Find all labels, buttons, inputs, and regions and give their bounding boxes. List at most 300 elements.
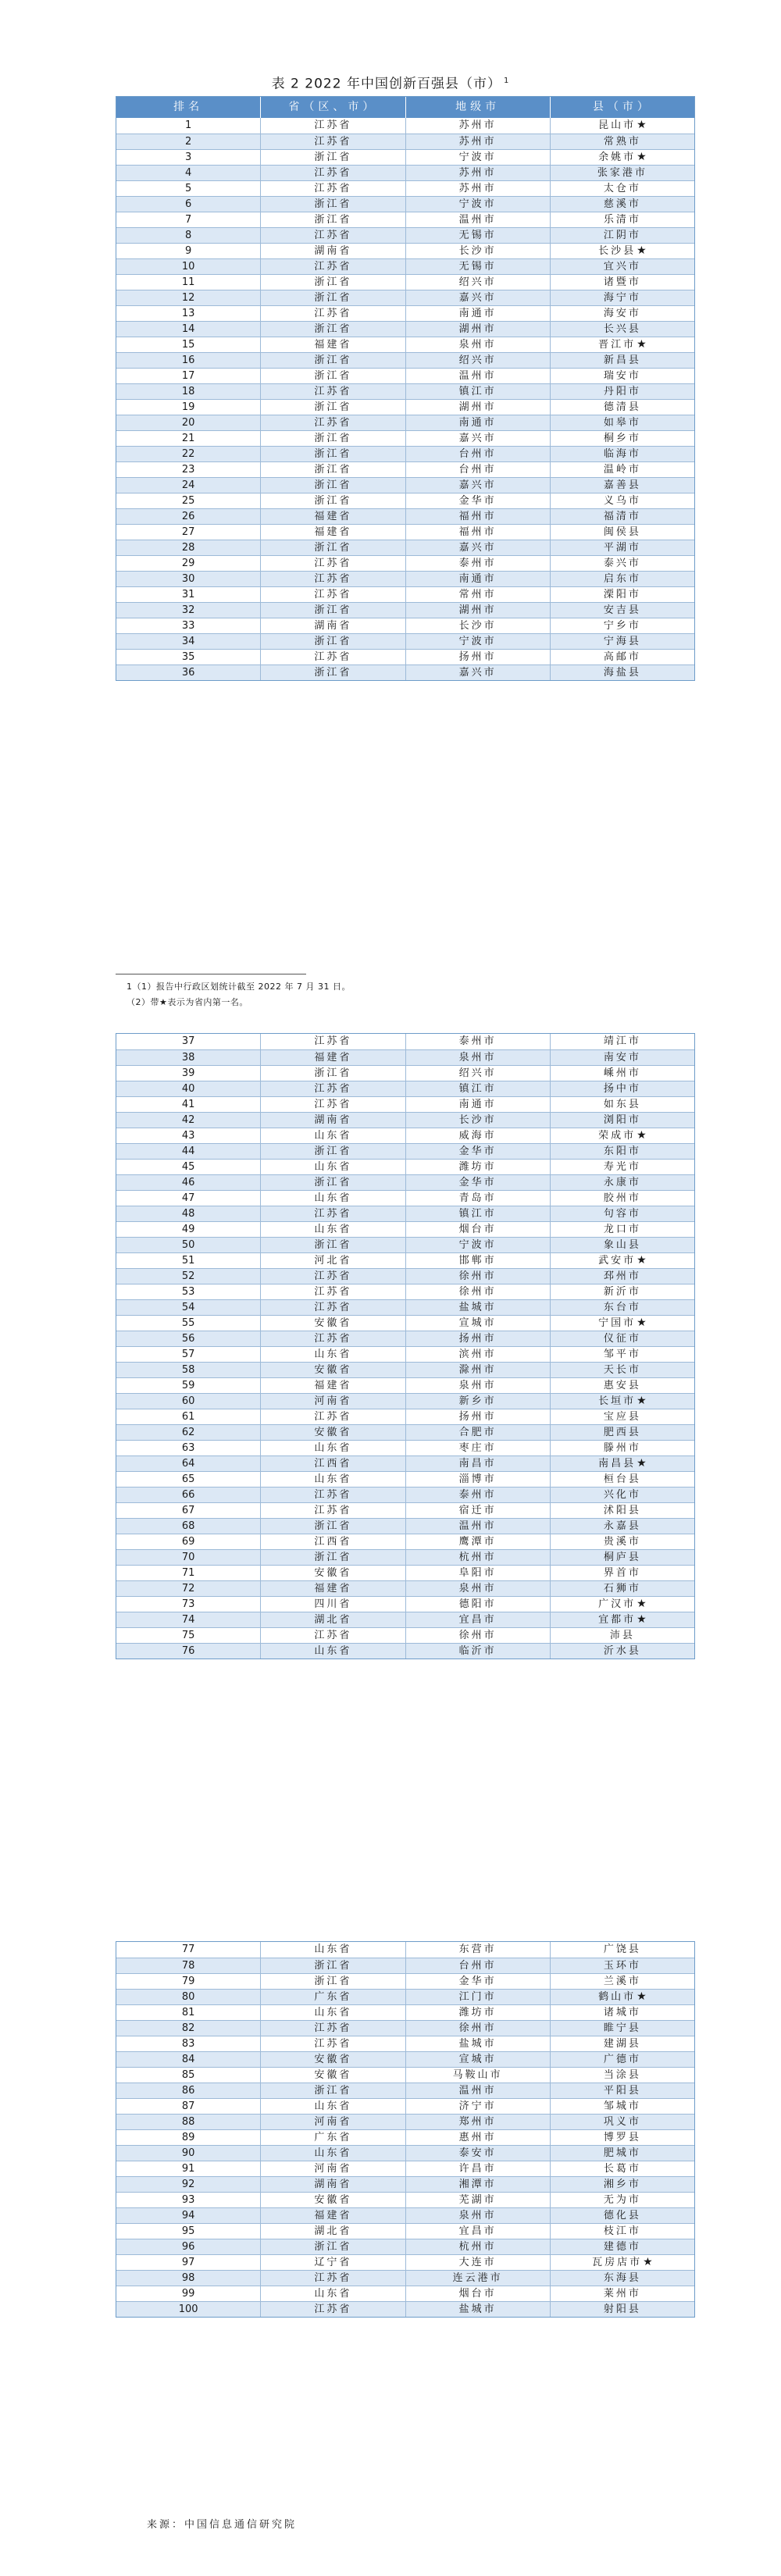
table-row — [116, 586, 694, 602]
city-cell — [405, 1160, 550, 1174]
table-row — [116, 2301, 694, 2317]
city-cell — [405, 2052, 550, 2067]
county-cell-text: 泰兴市 — [603, 558, 641, 569]
province-cell-text: 福建省 — [314, 2210, 352, 2221]
table-row — [116, 1440, 694, 1455]
city-cell — [405, 1974, 550, 1989]
table-row — [116, 555, 694, 571]
rank-cell-text: 80 — [181, 1991, 195, 2003]
province-cell-text: 安徽省 — [314, 2194, 352, 2206]
table-row — [116, 1065, 694, 1081]
rank-cell — [116, 1942, 260, 1958]
county-cell-text: 温岭市 — [603, 464, 641, 476]
city-cell-text: 绍兴市 — [458, 276, 497, 288]
province-cell — [260, 2271, 405, 2286]
county-cell-text: 长兴县 — [603, 323, 641, 335]
city-cell — [405, 1316, 550, 1331]
county-cell — [550, 2177, 694, 2192]
province-cell-text: 湖南省 — [314, 245, 352, 257]
county-cell-text: 桓台县 — [603, 1473, 641, 1485]
county-cell-text: 象山县 — [603, 1239, 641, 1251]
city-cell — [405, 322, 550, 337]
province-cell-text: 江苏省 — [314, 230, 352, 241]
county-cell-text: 昆山市 — [598, 119, 637, 131]
province-cell — [260, 447, 405, 461]
province-cell — [260, 353, 405, 368]
county-cell — [550, 1581, 694, 1596]
rank-cell — [116, 1456, 260, 1471]
rank-cell-text: 69 — [181, 1536, 195, 1548]
rank-cell-text: 20 — [181, 417, 195, 429]
table-row — [116, 1081, 694, 1096]
table-row — [116, 2036, 694, 2051]
table-row — [116, 2145, 694, 2161]
city-cell-text: 宁波市 — [458, 1239, 497, 1251]
rank-cell-text: 5 — [184, 183, 192, 194]
city-cell-text: 绍兴市 — [458, 355, 497, 366]
rank-cell-text: 56 — [181, 1333, 195, 1345]
province-cell-text: 湖南省 — [314, 620, 352, 632]
rank-cell — [116, 1206, 260, 1221]
county-cell — [550, 337, 694, 352]
table-row — [116, 461, 694, 477]
province-cell-text: 山东省 — [314, 1473, 352, 1485]
county-cell — [550, 1081, 694, 1096]
county-cell-text: 荣成市 — [598, 1130, 637, 1142]
city-cell-text: 扬州市 — [458, 1411, 497, 1423]
city-cell-text: 邯郸市 — [458, 1255, 497, 1267]
table-row — [116, 1487, 694, 1502]
county-cell — [550, 1644, 694, 1659]
county-cell-text: 长垣市 — [598, 1395, 637, 1407]
rank-cell — [116, 634, 260, 649]
rank-cell-text: 95 — [181, 2225, 195, 2237]
province-cell-text: 江苏省 — [314, 261, 352, 273]
county-cell-text: 平湖市 — [603, 542, 641, 554]
rank-cell — [116, 462, 260, 477]
province-cell-text: 福建省 — [314, 526, 352, 538]
rank-cell-text: 82 — [181, 2022, 195, 2034]
rank-cell — [116, 2036, 260, 2051]
table-row — [116, 1627, 694, 1643]
county-cell — [550, 2115, 694, 2129]
city-cell — [405, 181, 550, 196]
rank-cell-text: 94 — [181, 2210, 195, 2221]
rank-cell-text: 25 — [181, 495, 195, 507]
table-row — [116, 1284, 694, 1299]
county-cell — [550, 1269, 694, 1284]
county-cell-text: 太仓市 — [603, 183, 641, 194]
county-cell — [550, 1519, 694, 1534]
table-row — [116, 1565, 694, 1580]
rank-cell-text: 9 — [184, 245, 192, 257]
rank-cell — [116, 2099, 260, 2114]
rank-cell-text: 99 — [181, 2288, 195, 2300]
city-cell-text: 江门市 — [458, 1991, 497, 2003]
province-cell — [260, 2005, 405, 2020]
rank-cell-text: 30 — [181, 573, 195, 585]
province-cell-text: 福建省 — [314, 1052, 352, 1064]
rank-cell-text: 11 — [181, 276, 195, 288]
province-cell — [260, 2255, 405, 2270]
county-cell — [550, 1990, 694, 2004]
rank-cell — [116, 1160, 260, 1174]
rank-cell-text: 75 — [181, 1630, 195, 1641]
rank-cell — [116, 1128, 260, 1143]
table-row — [116, 2098, 694, 2114]
city-cell — [405, 2161, 550, 2176]
rank-cell — [116, 1488, 260, 1502]
city-cell-text: 嘉兴市 — [458, 433, 497, 444]
county-cell — [550, 587, 694, 602]
rank-cell-text: 73 — [181, 1598, 195, 1610]
county-cell-text: 海安市 — [603, 308, 641, 319]
table-row — [116, 2161, 694, 2176]
province-cell — [260, 603, 405, 618]
county-cell-text: 瓦房店市 — [592, 2257, 643, 2268]
province-cell-text: 山东省 — [314, 2288, 352, 2300]
county-cell — [550, 1378, 694, 1393]
city-cell — [405, 1488, 550, 1502]
city-cell — [405, 275, 550, 290]
rank-cell — [116, 337, 260, 352]
table-row — [116, 1643, 694, 1659]
province-cell — [260, 2224, 405, 2239]
county-cell-text: 龙口市 — [603, 1224, 641, 1235]
county-cell-text: 余姚市 — [598, 151, 637, 163]
table-row — [116, 134, 694, 149]
county-cell-text: 射阳县 — [603, 2303, 641, 2315]
table-row — [116, 1958, 694, 1973]
county-cell-text: 博罗县 — [603, 2132, 641, 2143]
county-cell — [550, 415, 694, 430]
city-cell-text: 盐城市 — [458, 2038, 497, 2050]
rank-cell — [116, 197, 260, 212]
rank-cell — [116, 1050, 260, 1065]
province-cell — [260, 462, 405, 477]
city-cell-text: 镇江市 — [458, 1208, 497, 1220]
county-cell — [550, 290, 694, 305]
province-cell-text: 江苏省 — [314, 386, 352, 397]
ranking-table-part-1 — [116, 96, 695, 681]
city-cell-text: 新乡市 — [458, 1395, 497, 1407]
province-cell-text: 浙江省 — [314, 1552, 352, 1563]
province-cell — [260, 1990, 405, 2004]
county-cell — [550, 1503, 694, 1518]
province-cell-text: 山东省 — [314, 2147, 352, 2159]
city-cell — [405, 2146, 550, 2161]
city-cell-text: 宣城市 — [458, 2054, 497, 2065]
county-cell-text: 溧阳市 — [603, 589, 641, 600]
rank-cell-text: 24 — [181, 479, 195, 491]
province-cell-text: 浙江省 — [314, 355, 352, 366]
city-cell-text: 泉州市 — [458, 1052, 497, 1064]
rank-cell — [116, 306, 260, 321]
rank-cell-text: 47 — [181, 1192, 195, 1204]
rank-cell — [116, 228, 260, 243]
city-cell — [405, 2302, 550, 2317]
rank-cell-text: 4 — [184, 167, 192, 179]
rank-cell — [116, 353, 260, 368]
table-row — [116, 633, 694, 649]
county-cell-text: 永嘉县 — [603, 1520, 641, 1532]
city-cell-text: 杭州市 — [458, 1552, 497, 1563]
rank-cell — [116, 134, 260, 149]
rank-cell — [116, 2052, 260, 2067]
county-cell-text: 沛县 — [609, 1630, 635, 1641]
city-cell-text: 泉州市 — [458, 1583, 497, 1594]
county-cell-text: 闽侯县 — [603, 526, 641, 538]
table-row — [116, 1190, 694, 1206]
rank-cell — [116, 1612, 260, 1627]
rank-cell — [116, 384, 260, 399]
rank-cell-text: 42 — [181, 1114, 195, 1126]
table-row — [116, 1549, 694, 1565]
rank-cell — [116, 1253, 260, 1268]
province-cell — [260, 1081, 405, 1096]
county-cell — [550, 1425, 694, 1440]
rank-cell — [116, 1034, 260, 1049]
province-cell-text: 福建省 — [314, 1380, 352, 1391]
rank-cell-text: 33 — [181, 620, 195, 632]
table-row — [116, 602, 694, 618]
county-cell-text: 广德市 — [603, 2054, 641, 2065]
rank-cell-text: 26 — [181, 511, 195, 522]
province-cell — [260, 2099, 405, 2114]
star-icon: ★ — [637, 1598, 647, 1610]
city-cell — [405, 650, 550, 664]
rank-cell — [116, 1566, 260, 1580]
county-cell-text: 长沙县 — [598, 245, 637, 257]
city-cell — [405, 1128, 550, 1143]
rank-cell-text: 40 — [181, 1083, 195, 1095]
province-cell-text: 山东省 — [314, 1349, 352, 1360]
province-cell-text: 山东省 — [314, 1944, 352, 1955]
star-icon: ★ — [637, 1317, 647, 1329]
city-cell — [405, 1191, 550, 1206]
rank-cell — [116, 2083, 260, 2098]
county-cell — [550, 166, 694, 180]
table-row — [116, 1942, 694, 1958]
province-cell — [260, 1597, 405, 1612]
county-cell — [550, 603, 694, 618]
rank-cell — [116, 1113, 260, 1128]
table-title — [0, 73, 781, 93]
city-cell — [405, 1990, 550, 2004]
rank-cell-text: 3 — [184, 151, 192, 163]
province-cell-text: 江苏省 — [314, 2022, 352, 2034]
province-cell-text: 湖南省 — [314, 1114, 352, 1126]
city-cell — [405, 1300, 550, 1315]
rank-cell-text: 51 — [181, 1255, 195, 1267]
rank-cell — [116, 369, 260, 383]
city-cell — [405, 1612, 550, 1627]
city-cell-text: 阜阳市 — [458, 1567, 497, 1579]
county-cell — [550, 150, 694, 165]
table-row — [116, 2223, 694, 2239]
province-cell-text: 浙江省 — [314, 667, 352, 679]
table-row — [116, 149, 694, 165]
province-cell — [260, 1534, 405, 1549]
table-row — [116, 1471, 694, 1487]
header-rank: 排名 — [173, 101, 204, 113]
rank-cell — [116, 525, 260, 540]
province-cell — [260, 1566, 405, 1580]
province-cell — [260, 2115, 405, 2129]
rank-cell-text: 79 — [181, 1976, 195, 1987]
city-cell-text: 马鞍山市 — [452, 2069, 503, 2081]
province-cell — [260, 134, 405, 149]
province-cell — [260, 2161, 405, 2176]
city-cell-text: 威海市 — [458, 1130, 497, 1142]
rank-cell-text: 37 — [181, 1035, 195, 1047]
rank-cell — [116, 2224, 260, 2239]
rank-cell-text: 59 — [181, 1380, 195, 1391]
table-row — [116, 571, 694, 586]
rank-cell-text: 31 — [181, 589, 195, 600]
province-cell — [260, 1347, 405, 1362]
county-cell-text: 慈溪市 — [603, 198, 641, 210]
city-cell — [405, 2286, 550, 2301]
county-cell-text: 宁乡市 — [603, 620, 641, 632]
rank-cell-text: 16 — [181, 355, 195, 366]
rank-cell-text: 43 — [181, 1130, 195, 1142]
province-cell — [260, 587, 405, 602]
province-cell-text: 河北省 — [314, 1255, 352, 1267]
province-cell-text: 浙江省 — [314, 401, 352, 413]
table-row — [116, 1206, 694, 1221]
county-cell — [550, 1566, 694, 1580]
rank-cell-text: 28 — [181, 542, 195, 554]
city-cell — [405, 2036, 550, 2051]
rank-cell-text: 74 — [181, 1614, 195, 1626]
table-row — [116, 2004, 694, 2020]
city-cell — [405, 462, 550, 477]
province-cell — [260, 337, 405, 352]
county-cell-text: 桐庐县 — [603, 1552, 641, 1563]
rank-cell — [116, 618, 260, 633]
table-row — [116, 196, 694, 212]
table-row — [116, 243, 694, 258]
county-cell — [550, 540, 694, 555]
rank-cell-text: 97 — [181, 2257, 195, 2268]
table-row — [116, 1362, 694, 1377]
county-cell-text: 东阳市 — [603, 1145, 641, 1157]
rank-cell — [116, 1441, 260, 1455]
county-cell-text: 沂水县 — [603, 1645, 641, 1657]
county-cell-text: 启东市 — [603, 573, 641, 585]
rank-cell-text: 15 — [181, 339, 195, 351]
province-cell — [260, 1612, 405, 1627]
province-cell — [260, 1066, 405, 1081]
rank-cell-text: 48 — [181, 1208, 195, 1220]
province-cell — [260, 2068, 405, 2083]
province-cell — [260, 1191, 405, 1206]
province-cell — [260, 2302, 405, 2317]
city-cell-text: 惠州市 — [458, 2132, 497, 2143]
rank-cell — [116, 556, 260, 571]
rank-cell-text: 34 — [181, 636, 195, 647]
city-cell — [405, 197, 550, 212]
city-cell — [405, 540, 550, 555]
city-cell — [405, 1378, 550, 1393]
city-cell-text: 宁波市 — [458, 151, 497, 163]
city-cell-text: 泰州市 — [458, 558, 497, 569]
table-row — [116, 1331, 694, 1346]
province-cell — [260, 369, 405, 383]
city-cell — [405, 1284, 550, 1299]
province-cell-text: 福建省 — [314, 339, 352, 351]
rank-cell — [116, 1534, 260, 1549]
province-cell-text: 江苏省 — [314, 1270, 352, 1282]
table-row — [116, 1455, 694, 1471]
city-cell-text: 苏州市 — [458, 136, 497, 148]
rank-cell — [116, 1581, 260, 1596]
table-row — [116, 477, 694, 493]
rank-cell-text: 61 — [181, 1411, 195, 1423]
table-row — [116, 2114, 694, 2129]
table-row — [116, 165, 694, 180]
rank-cell-text: 46 — [181, 1177, 195, 1188]
table-row — [116, 1112, 694, 1128]
county-cell-text: 广汉市 — [598, 1598, 637, 1610]
province-cell — [260, 1441, 405, 1455]
province-cell-text: 江苏省 — [314, 1035, 352, 1047]
county-cell-text: 新昌县 — [603, 355, 641, 366]
city-cell-text: 宿迁市 — [458, 1505, 497, 1516]
city-cell — [405, 1363, 550, 1377]
county-cell — [550, 1597, 694, 1612]
county-cell — [550, 1034, 694, 1049]
table-row — [116, 1252, 694, 1268]
rank-cell — [116, 478, 260, 493]
rank-cell-text: 35 — [181, 651, 195, 663]
county-cell-text: 诸城市 — [603, 2007, 641, 2018]
rank-cell-text: 21 — [181, 433, 195, 444]
rank-cell-text: 12 — [181, 292, 195, 304]
table-row — [116, 1424, 694, 1440]
county-cell — [550, 2161, 694, 2176]
table-row — [116, 649, 694, 664]
county-cell-text: 湘乡市 — [603, 2179, 641, 2190]
city-cell — [405, 212, 550, 227]
table-row — [116, 618, 694, 633]
province-cell-text: 四川省 — [314, 1598, 352, 1610]
city-cell-text: 湖州市 — [458, 604, 497, 616]
city-cell — [405, 1206, 550, 1221]
province-cell-text: 福建省 — [314, 511, 352, 522]
province-cell — [260, 509, 405, 524]
rank-cell-text: 91 — [181, 2163, 195, 2175]
province-cell — [260, 2083, 405, 2098]
rank-cell-text: 6 — [184, 198, 192, 210]
county-cell-text: 东台市 — [603, 1302, 641, 1313]
province-cell — [260, 306, 405, 321]
rank-cell-text: 71 — [181, 1567, 195, 1579]
table-row — [116, 1518, 694, 1534]
table-row — [116, 1596, 694, 1612]
table-row — [116, 508, 694, 524]
county-cell — [550, 1222, 694, 1237]
rank-cell — [116, 1284, 260, 1299]
province-cell-text: 浙江省 — [314, 323, 352, 335]
rank-cell-text: 8 — [184, 230, 192, 241]
county-cell — [550, 384, 694, 399]
city-cell-text: 郑州市 — [458, 2116, 497, 2128]
province-cell-text: 浙江省 — [314, 198, 352, 210]
rank-cell-text: 60 — [181, 1395, 195, 1407]
province-cell-text: 湖北省 — [314, 2225, 352, 2237]
